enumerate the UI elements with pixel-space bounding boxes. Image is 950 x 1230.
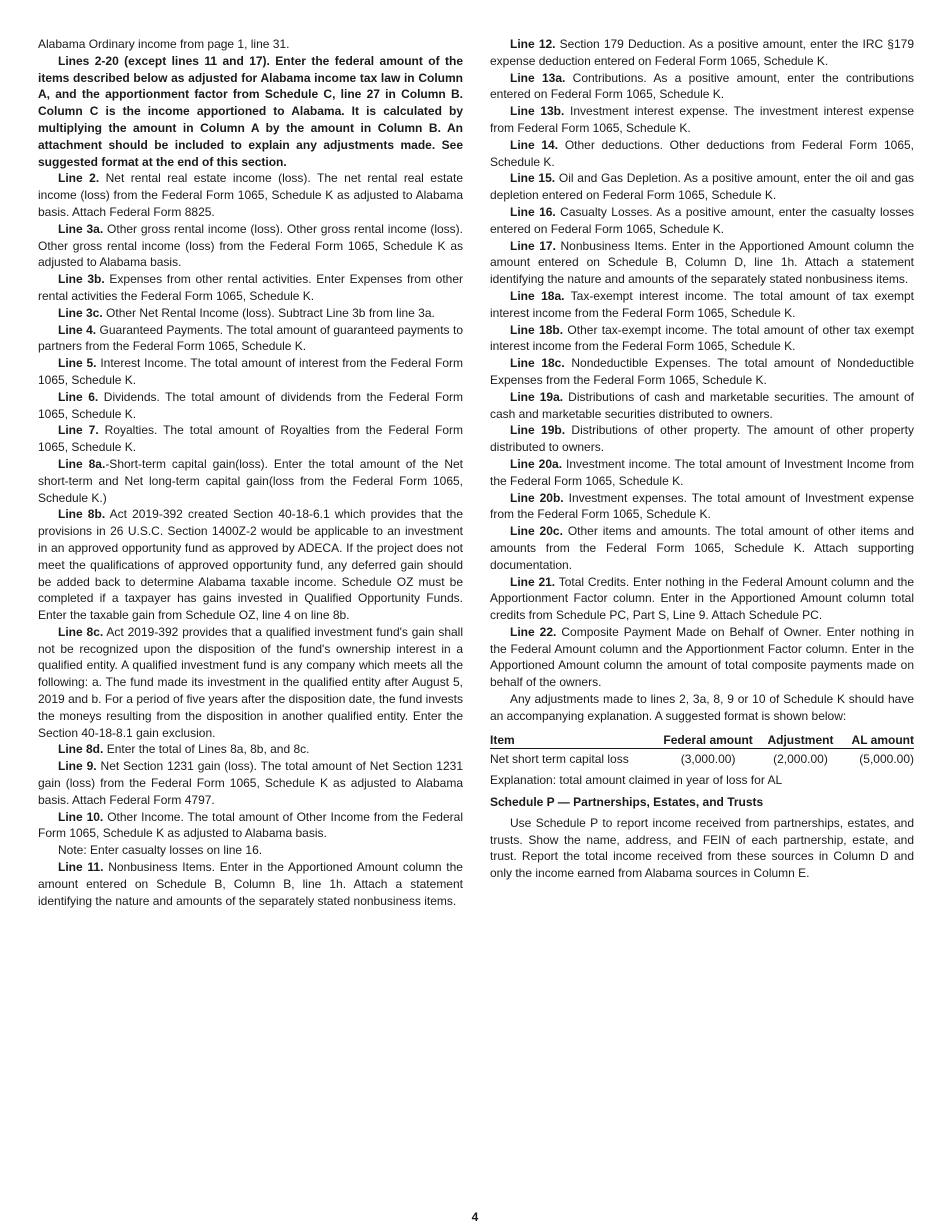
- line-item-15: Line 15. Oil and Gas Depletion. As a positive amount, enter the oil and gas depletion entered on Federal Form 1065, Schedule K.: [490, 171, 914, 203]
- note-casualty: Note: Enter casualty losses on line 16.: [58, 843, 263, 858]
- table-header: Federal amount: [655, 729, 761, 749]
- line-item-5: Line 5. Interest Income. The total amount of interest from the Federal Form 1065, Schedule K.: [38, 356, 464, 387]
- line-item-20c: Line 20c. Other items and amounts. The total amount of other items and amounts from the Federal Form 1065, Schedule K. Attach supporting documentation.: [490, 524, 914, 572]
- schedule-p-heading: Schedule P — Partnerships, Estates, and Trusts: [490, 795, 764, 810]
- intro-instructions: Lines 2-20 (except lines 11 and 17). Enter the federal amount of the items described below as adjusted for Alabama income tax law in Column A, and the apportionment factor from Schedule C, line 27 in Column B. Column C is the income apportioned to Alabama. It is calculated by multiplying the amount in Column A by the amount in Column B. An attachment should be included to explain any adjustments made. See suggested format at the end of this section.: [38, 53, 463, 169]
- line-item-4: Line 4. Guaranteed Payments. The total amount of guaranteed payments to partners from the Federal Form 1065, Schedule K.: [38, 322, 463, 354]
- line-item-10: Line 10. Other Income. The total amount of Other Income from the Federal Form 1065, Schedule K as adjusted to Alabama basis.: [38, 809, 463, 841]
- line-item-6: Line 6. Dividends. The total amount of dividends from the Federal Form 1065, Schedule K.: [38, 389, 464, 421]
- table-cell: (3,000.00): [680, 752, 736, 767]
- line-item-3c: Line 3c. Other Net Rental Income (loss). Subtract Line 3b from line 3a.: [58, 305, 435, 320]
- line-item-22: Line 22. Composite Payment Made on Behalf of Owner. Enter nothing in the Federal Amount column and the Apportionment Factor column. Enter in the Apportioned Amount column the amount of total composite payments made on behalf of the owners.: [490, 624, 914, 690]
- adjustment-note: Any adjustments made to lines 2, 3a, 8, 9 or 10 of Schedule K should have an accompanying explanation. A suggested format is shown below:: [490, 692, 914, 723]
- table-header: AL amount: [840, 729, 914, 749]
- table-header: Item: [490, 729, 655, 749]
- line-item-9: Line 9. Net Section 1231 gain (loss). The total amount of Net Section 1231 gain (loss) from the Federal Form 1065, Schedule K as adjusted to Alabama basis. Attach Federal Form 4797.: [38, 759, 463, 807]
- line-item-2: Line 2. Net rental real estate income (loss). The net rental real estate income (loss) from the Federal Form 1065, Schedule K as adjusted to Alabama basis. Attach Federal Form 8825.: [38, 171, 463, 219]
- line-item-18a: Line 18a. Tax-exempt interest income. The total amount of tax exempt interest income from the Federal Form 1065, Schedule K.: [490, 288, 914, 320]
- line-item-8a: Line 8a.-Short-term capital gain(loss). Enter the total amount of the Net short-term and Net long-term capital gain(loss from the Federal Form 1065, Schedule K.): [38, 456, 464, 505]
- line-item-17: Line 17. Nonbusiness Items. Enter in the Apportioned Amount column the amount entered on Schedule B, Column D, line 1h. Attach a statement identifying the nature and amounts of the separately stated nonbusiness items.: [490, 238, 914, 287]
- line-item-14: Line 14. Other deductions. Other deductions from Federal Form 1065, Schedule K.: [490, 137, 915, 169]
- intro-text: Alabama Ordinary income from page 1, line 31.: [38, 37, 290, 51]
- line-item-20b: Line 20b. Investment expenses. The total amount of Investment expense from the Federal Form 1065, Schedule K.: [490, 490, 914, 522]
- left-column: [38, 36, 463, 909]
- line-item-16: Line 16. Casualty Losses. As a positive amount, enter the casualty losses entered on Federal Form 1065, Schedule K.: [490, 204, 914, 236]
- line-item-8c: Line 8c. Act 2019-392 provides that a qualified investment fund's gain shall not be recognized upon the disposition of the fund's ownership interest in a qualified entity. A qualified investment fund is any company which meets all the following: a. The fund made its investment in the qualified entity after August 5, 2019 and b. For a period of five years after the disposition date, the fund invests the moneys resulting from the disposition in another qualified entity. Enter the Section 40-18-8.1 gain exclusion.: [38, 624, 464, 740]
- line-item-3a: Line 3a. Other gross rental income (loss). Other gross rental income (loss). Other gross rental income (loss) from the Federal Form 1065, Schedule K as adjusted to Alabama basis.: [38, 221, 463, 270]
- line-item-18c: Line 18c. Nondeductible Expenses. The total amount of Nondeductible Expenses from the Federal Form 1065, Schedule K.: [490, 356, 914, 387]
- table-header-row: [490, 729, 914, 749]
- line-item-19b: Line 19b. Distributions of other property. The amount of other property distributed to owners.: [490, 423, 914, 455]
- line-item-7: Line 7. Royalties. The total amount of Royalties from the Federal Form 1065, Schedule K.: [38, 423, 463, 455]
- page-number: 4: [471, 1210, 479, 1224]
- line-item-12: Line 12. Section 179 Deduction. As a positive amount, enter the IRC §179 expense deduction entered on Federal Form 1065, Schedule K.: [490, 37, 914, 68]
- line-item-8d: Line 8d. Enter the total of Lines 8a, 8b, and 8c.: [58, 742, 310, 757]
- line-item-8b: Line 8b. Act 2019-392 created Section 40-18-6.1 which provides that the provisions in 26 U.S.C. Section 1400Z-2 would be applicable to an investment in an approved opportunity fund as approved by ADECA. If the project does not meet the qualifications of approved opportunity fund, any deferred gain should be added back to determine Alabama taxable income. Schedule OZ must be completed if a taxpayer has gains invested in Qualified Opportunity Funds. Enter the taxable gain from Schedule OZ, line 4 on line 8b.: [38, 507, 463, 623]
- line-item-20a: Line 20a. Investment income. The total amount of Investment Income from the Federal Form 1065, Schedule K.: [490, 456, 915, 488]
- line-item-21: Line 21. Total Credits. Enter nothing in the Federal Amount column and the Apportionment Factor column. Enter in the Apportioned Amount column total credits from Schedule PC, Part S, Line 9. Attach Schedule PC.: [490, 574, 915, 623]
- line-item-18b: Line 18b. Other tax-exempt income. The total amount of other tax exempt interest income from the Federal Form 1065, Schedule K.: [490, 322, 914, 354]
- line-item-3b: Line 3b. Expenses from other rental activities. Enter Expenses from other rental activities the Federal Form 1065, Schedule K.: [38, 272, 463, 303]
- schedule-p-text: Use Schedule P to report income received from partnerships, estates, and trusts. Show the name, address, and FEIN of each partnership, estate, and trust. Report the total income received from these sources in Column D and only the income earned from Alabama sources in Column E.: [490, 815, 914, 881]
- table-cell: (2,000.00): [773, 752, 828, 767]
- line-item-19a: Line 19a. Distributions of cash and marketable securities. The amount of cash and marketable securities distributed to owners.: [490, 389, 914, 421]
- table-cell: (5,000.00): [859, 752, 914, 767]
- right-column: [490, 36, 914, 882]
- table-cell: Net short term capital loss: [490, 752, 629, 767]
- line-item-13b: Line 13b. Investment interest expense. The investment interest expense from Federal Form 1065, Schedule K.: [490, 104, 914, 135]
- table-header: Adjustment: [761, 729, 839, 749]
- line-item-11: Line 11. Nonbusiness Items. Enter in the Apportioned Amount column the amount entered on Schedule B, Column B, line 1h. Attach a statement identifying the nature and amounts of the separately stated nonbusiness items.: [38, 860, 463, 908]
- line-item-13a: Line 13a. Contributions. As a positive amount, enter the contributions entered on Federal Form 1065, Schedule K.: [490, 70, 914, 102]
- adjustment-table: [490, 729, 914, 773]
- table-row: [490, 749, 914, 772]
- explanation-text: Explanation: total amount claimed in year of loss for AL: [490, 773, 783, 788]
